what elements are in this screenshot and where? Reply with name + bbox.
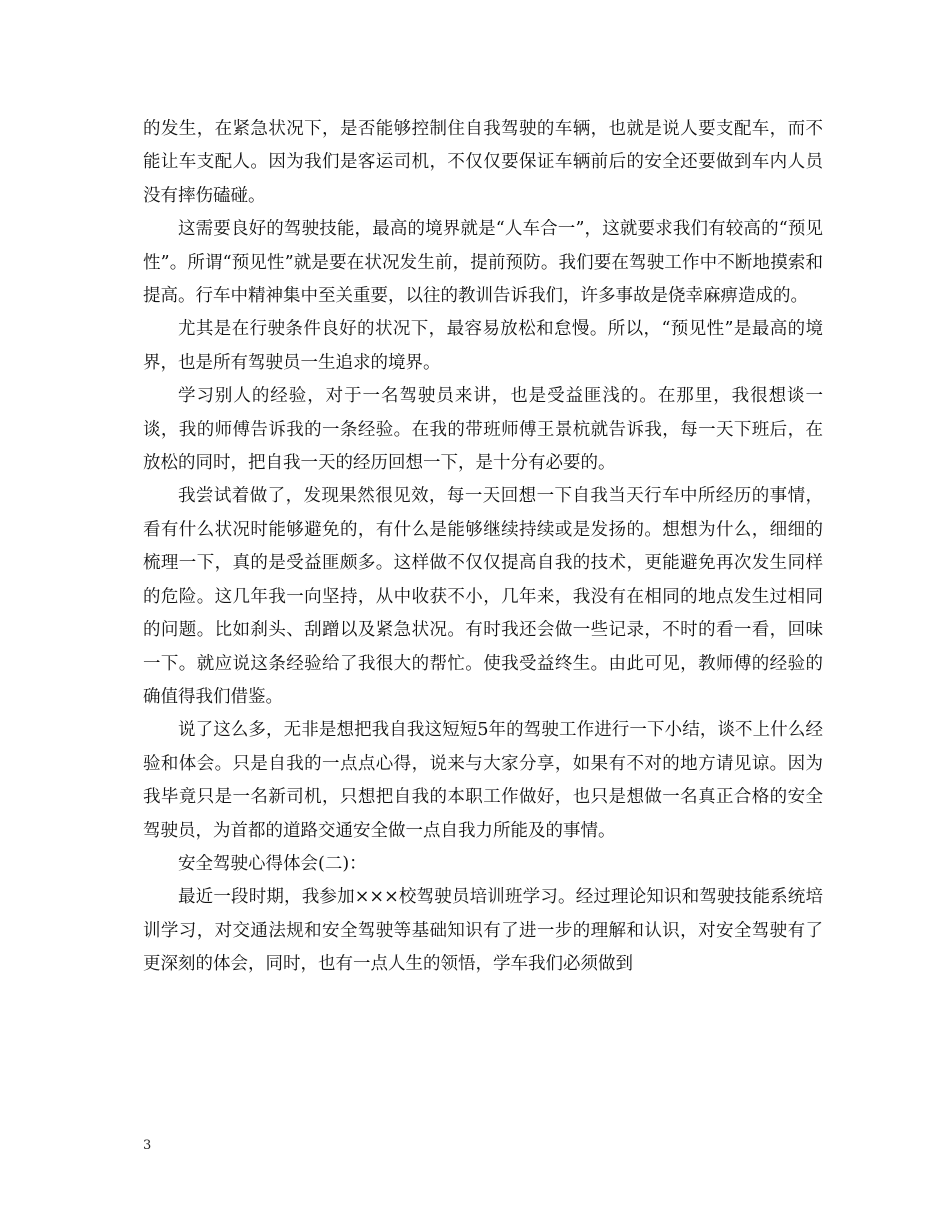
paragraph-3: 尤其是在行驶条件良好的状况下，最容易放松和怠慢。所以，“预见性”是最高的境界，也是所有驾驶员一生追求的境界。 xyxy=(143,319,823,373)
paragraph-4: 学习别人的经验，对于一名驾驶员来讲，也是受益匪浅的。在那里，我很想谈一谈，我的师傅告诉我的一条经验。在我的带班师傅王景杭就告诉我，每一天下班后，在放松的同时，把自我一天的经历回想一下，是十分有必要的。 xyxy=(143,386,823,474)
paragraph-5: 我尝试着做了，发现果然很见效，每一天回想一下自我当天行车中所经历的事情，看有什么状况时能够避免的，有什么是能够继续持续或是发扬的。想想为什么，细细的梳理一下，真的是受益匪颇多。这样做不仅仅提高自我的技术，更能避免再次发生同样的危险。这几年我一向坚持，从中收获不小，几年来，我没有在相同的地点发生过相同的问题。比如刹头、刮蹭以及紧急状况。有时我还会做一些记录，不时的看一看，回味一下。就应说这条经验给了我很大的帮忙。使我受益终生。由此可见，教师傅的经验的确值得我们借鉴。 xyxy=(143,486,823,707)
page-number: 3 xyxy=(143,1138,152,1153)
paragraph-1: 的发生，在紧急状况下，是否能够控制住自我驾驶的车辆，也就是说人要支配车，而不能让车支配人。因为我们是客运司机，不仅仅要保证车辆前后的安全还要做到车内人员没有摔伤磕碰。 xyxy=(143,119,823,206)
section-heading: 安全驾驶心得体会(二)： xyxy=(178,853,367,874)
paragraph-2: 这需要良好的驾驶技能，最高的境界就是“人车合一”，这就要求我们有较高的“预见性”。所谓“预见性”就是要在状况发生前，提前预防。我们要在驾驶工作中不断地摸索和提高。行车中精神集中至关重要，以往的教训告诉我们，许多事故是侥幸麻痹造成的。 xyxy=(143,219,823,307)
document-body xyxy=(143,113,823,982)
paragraph-7: 最近一段时期，我参加×××校驾驶员培训班学习。经过理论知识和驾驶技能系统培训学习，对交通法规和安全驾驶等基础知识有了进一步的理解和认识，对安全驾驶有了更深刻的体会，同时，也有一点人生的领悟，学车我们必须做到 xyxy=(143,887,823,975)
paragraph-6: 说了这么多，无非是想把我自我这短短5年的驾驶工作进行一下小结，谈不上什么经验和体会。只是自我的一点点心得，说来与大家分享，如果有不对的地方请见谅。因为我毕竟只是一名新司机，只想把自我的本职工作做好，也只是想做一名真正合格的安全驾驶员，为首都的道路交通安全做一点自我力所能及的事情。 xyxy=(143,720,823,841)
